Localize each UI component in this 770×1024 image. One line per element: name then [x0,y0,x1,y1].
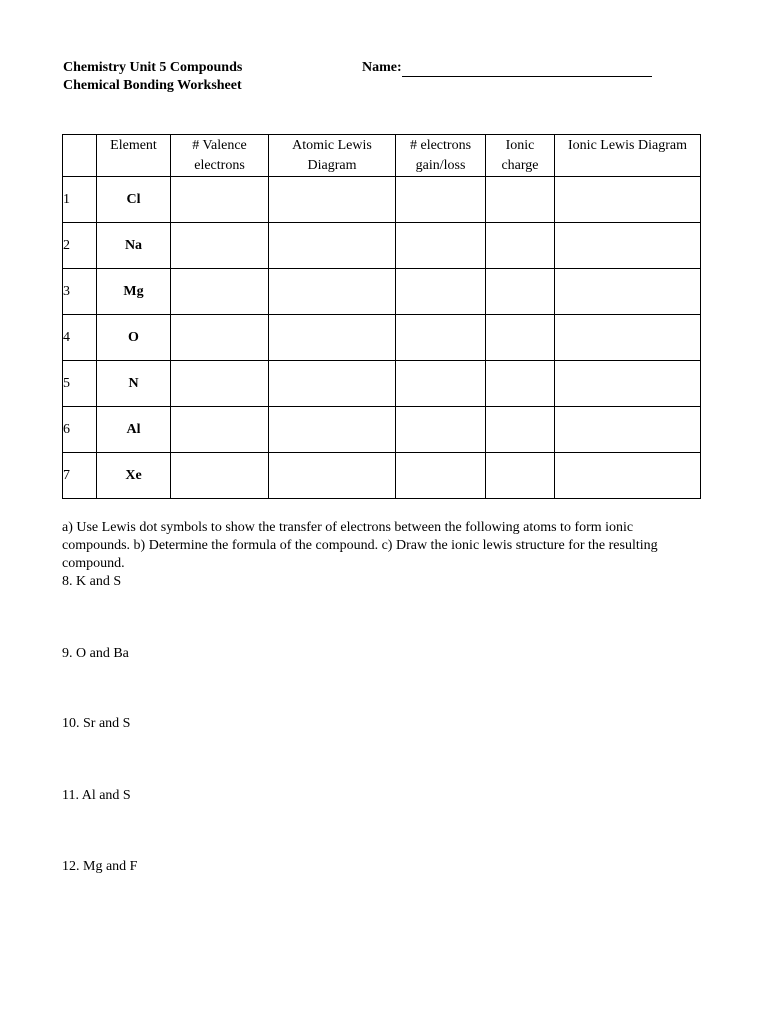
problem-item: 12. Mg and F [62,859,138,874]
title-line-1: Chemistry Unit 5 Compounds [63,60,243,75]
electrons-cell[interactable] [396,453,486,499]
valence-cell[interactable] [171,361,269,407]
ionic-lewis-cell[interactable] [555,453,701,499]
electrons-cell[interactable] [396,177,486,223]
electrons-cell[interactable] [396,269,486,315]
atomic-lewis-cell[interactable] [269,407,396,453]
valence-cell[interactable] [171,177,269,223]
ionic-charge-cell[interactable] [486,361,555,407]
ionic-lewis-cell[interactable] [555,407,701,453]
row-number: 2 [63,223,97,269]
element-table [62,134,701,499]
table-row [63,269,701,315]
col-header-atomic-lewis: Atomic Lewis Diagram [269,135,396,177]
table-row [63,361,701,407]
element-symbol: Na [97,223,171,269]
atomic-lewis-cell[interactable] [269,453,396,499]
row-number: 4 [63,315,97,361]
col-header-ionic-lewis: Ionic Lewis Diagram [555,135,701,177]
element-symbol: O [97,315,171,361]
element-symbol: Mg [97,269,171,315]
atomic-lewis-cell[interactable] [269,223,396,269]
worksheet-title [63,59,242,95]
valence-cell[interactable] [171,223,269,269]
ionic-lewis-cell[interactable] [555,223,701,269]
table-row [63,453,701,499]
valence-cell[interactable] [171,269,269,315]
table-row [63,407,701,453]
col-header-electrons: # electrons gain/loss [396,135,486,177]
ionic-charge-cell[interactable] [486,407,555,453]
row-number: 3 [63,269,97,315]
instructions-text [62,519,702,573]
table-header-row [63,135,701,177]
element-symbol: Xe [97,453,171,499]
atomic-lewis-cell[interactable] [269,177,396,223]
ionic-lewis-cell[interactable] [555,315,701,361]
atomic-lewis-cell[interactable] [269,315,396,361]
ionic-charge-cell[interactable] [486,315,555,361]
instructions-body: a) Use Lewis dot symbols to show the transfer of electrons between the following atoms to form ionic compounds. b) Determine the formula of the compound. c) Draw the ionic lewis structure for the resulting compound. [62,520,658,571]
ionic-lewis-cell[interactable] [555,269,701,315]
electrons-cell[interactable] [396,315,486,361]
element-symbol: N [97,361,171,407]
col-header-number [63,135,97,177]
ionic-charge-cell[interactable] [486,177,555,223]
row-number: 7 [63,453,97,499]
row-number: 1 [63,177,97,223]
title-line-2: Chemical Bonding Worksheet [63,78,242,93]
element-symbol: Al [97,407,171,453]
row-number: 5 [63,361,97,407]
row-number: 6 [63,407,97,453]
valence-cell[interactable] [171,407,269,453]
element-symbol: Cl [97,177,171,223]
ionic-charge-cell[interactable] [486,269,555,315]
col-header-element: Element [97,135,171,177]
problem-item: 10. Sr and S [62,716,131,731]
problem-item: 8. K and S [62,574,122,589]
problem-item: 9. O and Ba [62,646,129,661]
ionic-lewis-cell[interactable] [555,361,701,407]
name-blank-line[interactable] [402,61,652,77]
table-row [63,177,701,223]
electrons-cell[interactable] [396,407,486,453]
ionic-charge-cell[interactable] [486,453,555,499]
name-label: Name: [362,60,402,75]
ionic-charge-cell[interactable] [486,223,555,269]
atomic-lewis-cell[interactable] [269,361,396,407]
table-row [63,315,701,361]
electrons-cell[interactable] [396,361,486,407]
name-field[interactable] [362,59,652,77]
valence-cell[interactable] [171,453,269,499]
atomic-lewis-cell[interactable] [269,269,396,315]
col-header-valence: # Valence electrons [171,135,269,177]
ionic-lewis-cell[interactable] [555,177,701,223]
table-row [63,223,701,269]
electrons-cell[interactable] [396,223,486,269]
valence-cell[interactable] [171,315,269,361]
problem-item: 11. Al and S [62,788,131,803]
col-header-ionic-charge: Ionic charge [486,135,555,177]
